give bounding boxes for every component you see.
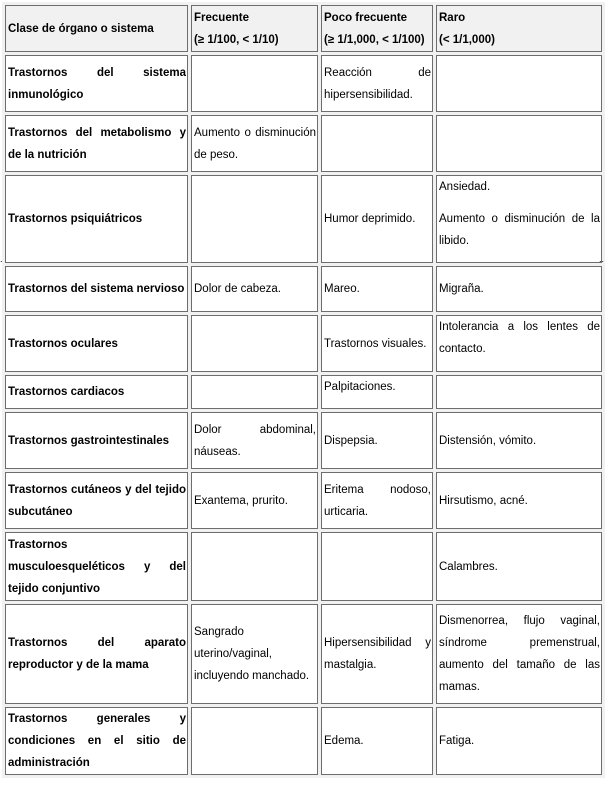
uncommon-cell: Edema.: [321, 707, 433, 775]
header-system-class: [5, 5, 188, 52]
uncommon-cell: Hipersensibilidad y mastalgia.: [321, 604, 433, 704]
rare-text: Hirsutismo, acné.: [439, 494, 528, 507]
system-cell: Trastornos gastrointestinales: [5, 412, 188, 469]
table-row: [5, 472, 602, 529]
frequent-cell: [191, 315, 318, 372]
frequent-cell: Dolor de cabeza.: [191, 266, 318, 312]
system-cell: Trastornos generales y condiciones en el sitio de administración: [5, 707, 188, 775]
table-row: [5, 604, 602, 704]
rare-cell: [436, 175, 605, 264]
frequent-cell: Sangrado uterino/vaginal, incluyendo manchado.: [191, 604, 318, 704]
system-cell: Trastornos psiquiátricos: [5, 175, 188, 263]
uncommon-cell: [321, 532, 433, 601]
rare-text: Calambres.: [439, 560, 498, 573]
rare-cell: [436, 472, 602, 529]
system-cell: Trastornos musculoesqueléticos y del tejido conjuntivo: [5, 532, 188, 601]
rare-cell: [436, 412, 602, 469]
header-row: [5, 5, 602, 52]
rare-cell: [436, 532, 602, 601]
header-system-class-label: Clase de órgano o sistema: [8, 23, 154, 35]
left-margin-dot: .: [0, 254, 3, 264]
table-row: [5, 707, 602, 775]
rare-text: Dismenorrea, flujo vaginal, síndrome premenstrual, aumento del tamaño de las mamas.: [439, 615, 600, 693]
system-cell: Trastornos del metabolismo y de la nutrición: [5, 115, 188, 172]
frequent-cell: Dolor abdominal, náuseas.: [191, 412, 318, 469]
uncommon-cell: Humor deprimido.: [321, 175, 433, 263]
uncommon-cell: Dispepsia.: [321, 412, 433, 469]
uncommon-cell: Reacción de hipersensibilidad.: [321, 55, 433, 112]
rare-text: Intolerancia a los lentes de contacto.: [439, 321, 600, 355]
table-row: [5, 315, 602, 372]
rare-cell: [436, 604, 602, 704]
frequent-cell: [191, 55, 318, 112]
system-cell: Trastornos del aparato reproductor y de la mama: [5, 604, 188, 704]
frequent-cell: [191, 375, 318, 409]
rare-text: Aumento o disminución de la libido.: [439, 213, 600, 247]
system-cell: Trastornos del sistema inmunológico: [5, 55, 188, 112]
rare-cell: [436, 266, 602, 312]
frequent-cell: Aumento o disminución de peso.: [191, 115, 318, 172]
table-row: [5, 115, 602, 172]
uncommon-cell: Palpitaciones.: [321, 375, 433, 409]
adverse-effects-table: [2, 2, 605, 778]
system-cell: Trastornos cutáneos y del tejido subcutáneo: [5, 472, 188, 529]
header-frequent: [191, 5, 318, 52]
table-row: [5, 412, 602, 469]
rare-cell: [436, 707, 602, 775]
rare-text: Distensión, vómito.: [439, 434, 537, 447]
header-rare-label: Raro: [439, 12, 466, 24]
rare-cell: [436, 375, 602, 409]
rare-text: Ansiedad.: [439, 181, 491, 193]
header-uncommon-label: Poco frecuente: [324, 12, 408, 24]
rare-cell: [436, 55, 602, 112]
header-uncommon-range: (≥ 1/1,000, < 1/100): [324, 34, 425, 46]
rare-text: Migraña.: [439, 283, 484, 295]
table-row: [5, 266, 602, 312]
table-row: [5, 175, 602, 263]
table-row: [5, 55, 602, 112]
header-uncommon: [321, 5, 433, 52]
header-rare: [436, 5, 602, 52]
uncommon-cell: [321, 115, 433, 172]
frequent-cell: Exantema, prurito.: [191, 472, 318, 529]
system-cell: Trastornos del sistema nervioso: [5, 266, 188, 312]
uncommon-cell: Eritema nodoso, urticaria.: [321, 472, 433, 529]
table-row: [5, 532, 602, 601]
header-rare-range: (< 1/1,000): [439, 34, 495, 46]
header-frequent-label: Frecuente: [194, 12, 249, 24]
rare-text: Fatiga.: [439, 735, 475, 747]
rare-cell: [436, 315, 602, 372]
rare-cell: [436, 115, 602, 172]
frequent-cell: [191, 707, 318, 775]
frequent-cell: [191, 532, 318, 601]
system-cell: Trastornos cardiacos: [5, 375, 188, 409]
system-cell: Trastornos oculares: [5, 315, 188, 372]
uncommon-cell: Trastornos visuales.: [321, 315, 433, 372]
table-row: [5, 375, 602, 409]
uncommon-cell: Mareo.: [321, 266, 433, 312]
frequent-cell: [191, 175, 318, 263]
header-frequent-range: (≥ 1/100, < 1/10): [194, 34, 279, 46]
right-margin-dots: ..: [599, 254, 605, 264]
